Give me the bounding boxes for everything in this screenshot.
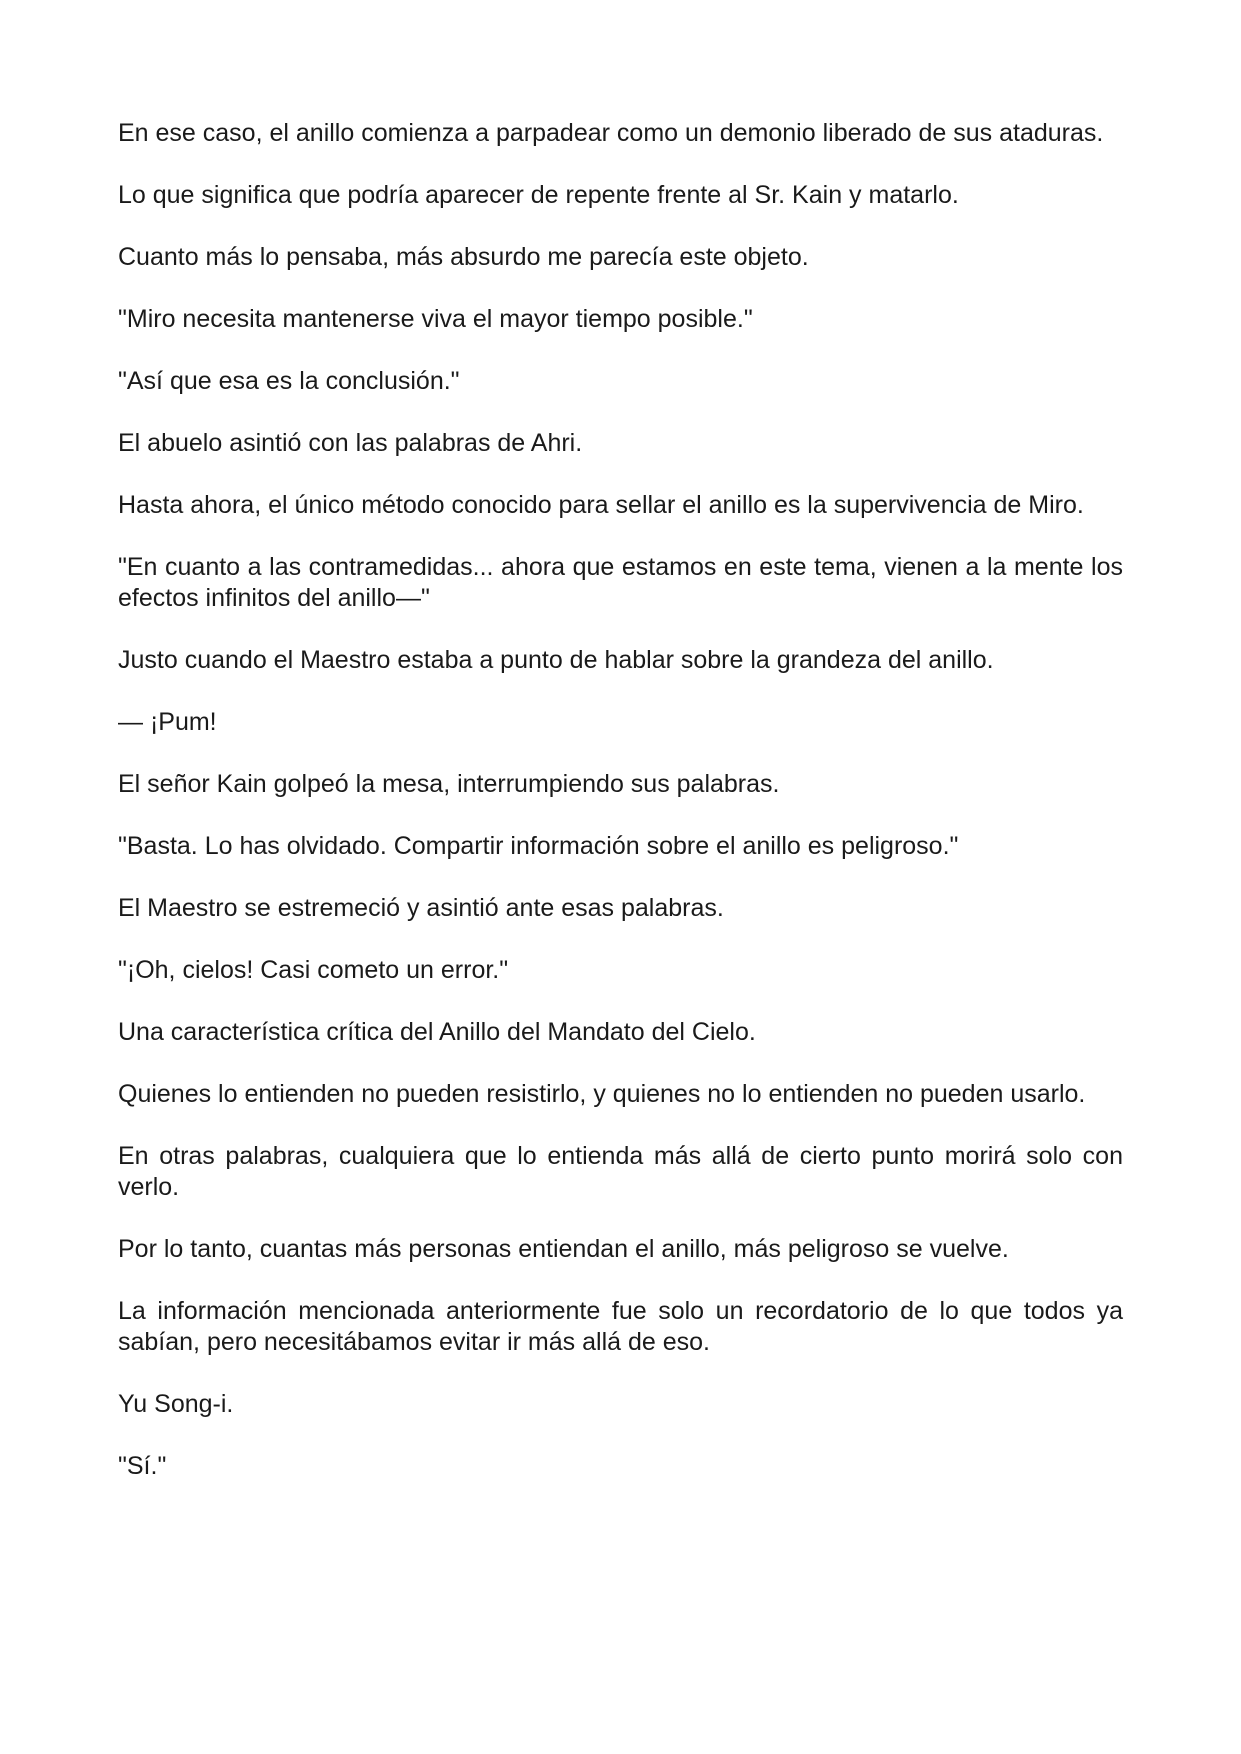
- paragraph: "Basta. Lo has olvidado. Compartir información sobre el anillo es peligroso.": [118, 832, 959, 860]
- document-body: [118, 118, 1123, 1513]
- paragraph: El Maestro se estremeció y asintió ante esas palabras.: [118, 894, 724, 922]
- paragraph: Una característica crítica del Anillo del Mandato del Cielo.: [118, 1018, 756, 1046]
- paragraph: "Sí.": [118, 1452, 167, 1480]
- paragraph: Cuanto más lo pensaba, más absurdo me parecía este objeto.: [118, 243, 809, 271]
- paragraph: — ¡Pum!: [118, 708, 217, 736]
- paragraph: "¡Oh, cielos! Casi cometo un error.": [118, 956, 509, 984]
- paragraph: El abuelo asintió con las palabras de Ahri.: [118, 429, 583, 457]
- paragraph: Lo que significa que podría aparecer de repente frente al Sr. Kain y matarlo.: [118, 181, 959, 209]
- paragraph: "En cuanto a las contramedidas... ahora que estamos en este tema, vienen a la mente los efectos infinitos del anillo—": [118, 553, 1123, 612]
- paragraph: "Así que esa es la conclusión.": [118, 367, 460, 395]
- paragraph: Hasta ahora, el único método conocido para sellar el anillo es la supervivencia de Miro.: [118, 491, 1084, 519]
- paragraph: La información mencionada anteriormente fue solo un recordatorio de lo que todos ya sabían, pero necesitábamos evitar ir más allá de eso.: [118, 1297, 1123, 1356]
- paragraph: Yu Song-i.: [118, 1390, 234, 1418]
- paragraph: "Miro necesita mantenerse viva el mayor tiempo posible.": [118, 305, 753, 333]
- paragraph: En otras palabras, cualquiera que lo entienda más allá de cierto punto morirá solo con verlo.: [118, 1142, 1123, 1201]
- paragraph: Por lo tanto, cuantas más personas entiendan el anillo, más peligroso se vuelve.: [118, 1235, 1009, 1263]
- paragraph: Justo cuando el Maestro estaba a punto de hablar sobre la grandeza del anillo.: [118, 646, 994, 674]
- paragraph: El señor Kain golpeó la mesa, interrumpiendo sus palabras.: [118, 770, 780, 798]
- paragraph: Quienes lo entienden no pueden resistirlo, y quienes no lo entienden no pueden usarlo.: [118, 1080, 1086, 1108]
- paragraph: En ese caso, el anillo comienza a parpadear como un demonio liberado de sus ataduras.: [118, 119, 1104, 147]
